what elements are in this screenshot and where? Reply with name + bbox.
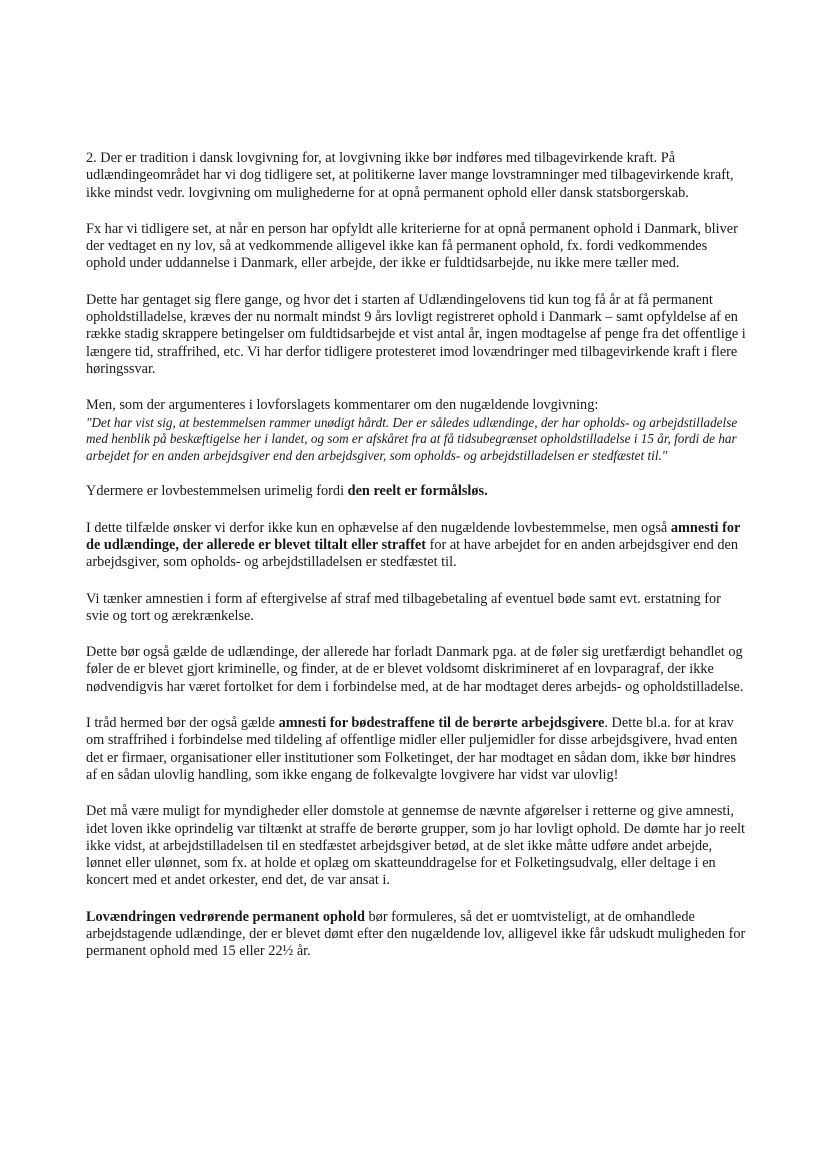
amnesty-employers-text-a: I tråd hermed bør der også gælde [86,715,279,732]
paragraph-argument-intro: Men, som der argumenteres i lovforslagets kommentarer om den nugældende lovgivning: [86,397,599,414]
paragraph-review: Det må være muligt for myndigheder eller domstole at gennemse de nævnte afgørelser i retterne og give amnesti, idet loven ikke oprindelig var tiltænkt at straffe de berørte grupper, som jo har lovligt ophold. De dømte har jo reelt ikke vidst, at arbejdstilladelsen til en stedfæstet arbejdsgiver betød, at de slet ikke måtte udføre andet arbejde, lønnet eller ulønnet, som fx. at holde et oplæg om skatteunddragelse for et Folketingsudvalg, eller deltage i en koncert med et andet orkester, end det, de var ansat i. [86,803,746,889]
amnesty-employers-text-b: . Dette bl.a. for at krav om straffrihed i forbindelse med tildeling af offentlige midler eller puljemidler for disse arbejdsgivere, hvad enten det er firmaer, organisationer eller institutioner som Folketinget, der har modtaget en sådan dom, ikke bør hindres af en sådan ulovlig handling, som ikke engang de folkevalgte lovgivere har vidst var ulovlig! [86,715,738,783]
amnesty-foreigners-text-b: for at have arbejdet for en anden arbejdsgiver end den arbejdsgiver, som opholds- og arbejdstilladelsen er stedfæstet til. [86,536,739,571]
paragraph-permanent-residence [86,909,746,961]
permanent-residence-bold: Lovændringen vedrørende permanent ophold [86,908,365,925]
paragraph-purposeless-text: Ydermere er lovbestemmelsen urimelig fordi [86,483,348,500]
paragraph-quote: "Det har vist sig, at bestemmelsen rammer unødigt hårdt. Der er således udlændinge, der har opholds- og arbejdstilladelse med henblik på beskæftigelse her i landet, og som er afskåret fra at få tidsubegrænset opholdstilladelse i 15 år, fordi de har arbejdet for en anden arbejdsgiver end den arbejdsgiver, som opholds- og arbejdstilladelsen er stedfæstet til." [86,414,738,463]
paragraph-example: Fx har vi tidligere set, at når en person har opfyldt alle kriterierne for at opnå permanent ophold i Danmark, bliver der vedtaget en ny lov, så at vedkommende alligevel ikke kan få permanent ophold, fx. fordi vedkommendes ophold under uddannelse i Danmark, eller arbejde, der ikke er fuldtidsarbejde, nu ikke mere tæller med. [86,220,738,272]
paragraph-amnesty-employers [86,715,746,784]
paragraph-2: 2. Der er tradition i dansk lovgivning for, at lovgivning ikke bør indføres med tilbagevirkende kraft. På udlændingeområdet har vi dog tidligere set, at politikerne laver mange lovstramninger med tilbagevirkende kraft, ikke mindst vedr. lovgivning om mulighederne for at opnå permanent ophold eller dansk statsborgerskab. [86,150,734,201]
permanent-residence-text: bør formuleres, så det er uomtvisteligt, at de omhandlede arbejdstagende udlændinge, der er blevet dømt efter den nugældende lov, alligevel ikke får udskudt muligheden for permanent ophold med 15 eller 22½ år. [86,908,746,960]
amnesty-foreigners-text-a: I dette tilfælde ønsker vi derfor ikke kun en ophævelse af den nugældende lovbestemmelse, men også [86,519,671,536]
paragraph-history: Dette har gentaget sig flere gange, og hvor det i starten af Udlændingelovens tid kun tog få år at få permanent opholdstilladelse, kræves der nu normalt mindst 9 års lovligt registreret ophold i Danmark – samt opfyldelse af en række stadig skrappere betingelser om fuldtidsarbejde et vist antal år, ingen modtagelse af penge fra det offentlige i længere tid, straffrihed, etc. Vi har derfor tidligere protesteret imod lovændringer med tilbagevirkende kraft i flere høringssvar. [86,291,746,377]
amnesty-foreigners-bold: amnesti for de udlændinge, der allerede er blevet tiltalt eller straffet [86,519,741,553]
paragraph-amnesty-foreigners [86,520,746,572]
document-page [86,150,746,980]
amnesty-employers-bold: amnesti for bødestraffene til de berørte arbejdsgivere [278,715,605,732]
paragraph-departed: Dette bør også gælde de udlændinge, der allerede har forladt Danmark pga. at de føler sig uretfærdigt behandlet og føler de er blevet gjort kriminelle, og finder, at de er blevet voldsomt diskrimineret af en lovparagraf, der ikke nødvendigvis har været fortolket for dem i forbindelse med, at de har modtaget deres arbejds- og opholdstilladelse. [86,644,744,695]
paragraph-purposeless-bold: den reelt er formålsløs. [347,483,488,500]
paragraph-purposeless [86,483,746,500]
paragraph-amnesty-form: Vi tænker amnestien i form af eftergivelse af straf med tilbagebetaling af eventuel bøde samt evt. erstatning for svie og tort og ærekrænkelse. [86,590,721,624]
